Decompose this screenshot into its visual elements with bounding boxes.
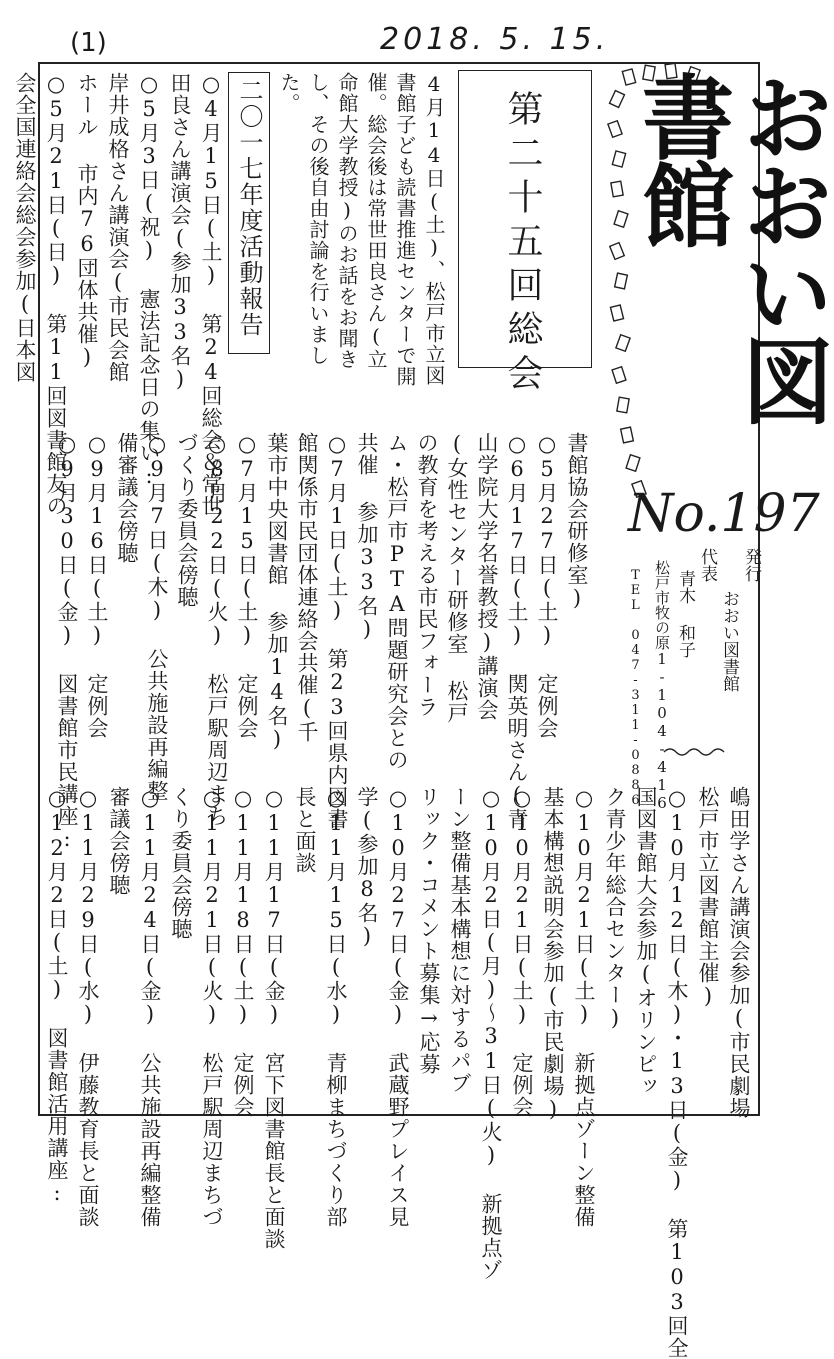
list-item: 書館協会研修室) bbox=[565, 432, 589, 611]
list-item: づくり委員会傍聴 bbox=[175, 432, 199, 608]
list-item: ○11月24日(金) 公共施設再編整備 bbox=[138, 786, 162, 1228]
list-item: ○9月7日(木) 公共施設再編整 bbox=[145, 432, 169, 802]
list-item: くり委員会傍聴 bbox=[169, 786, 193, 940]
list-item: 共催 参加33名) bbox=[355, 432, 379, 642]
list-item: ○11月18日(土) 定例会 bbox=[231, 786, 255, 1118]
telephone: TEL 047-311-0886 bbox=[628, 568, 643, 808]
list-item: (女性センター研修室 松戸 bbox=[445, 432, 469, 724]
list-item: ム・松戸市PTA問題研究会との bbox=[385, 432, 409, 771]
list-item: ○10月27日(金) 武蔵野プレイス見 bbox=[386, 786, 410, 1228]
intro-text: 4月14日(土)、松戸市立図書館子ども読書推進センターで開催。総会後は常世田良さん(立命館大学教授)のお話をお聞きし、その後自由討論を行いました。 bbox=[277, 72, 446, 387]
bottom-list bbox=[40, 786, 754, 1359]
list-item: 松戸市立図書館主催) bbox=[696, 786, 720, 1009]
list-item: ○7月15日(土) 定例会 bbox=[235, 432, 259, 739]
list-item: の教育を考える市民フォーラ bbox=[415, 432, 439, 718]
list-item: ーン整備基本構想に対するパブ bbox=[448, 786, 472, 1094]
issue-date: 2018. 5. 15. bbox=[380, 22, 610, 57]
list-item: ○5月27日(土) 定例会 bbox=[535, 432, 559, 739]
list-item: 国図書館大会参加(オリンピッ bbox=[634, 786, 658, 1097]
list-item: ○10月12日(木)・13日(金) 第103回全 bbox=[665, 786, 689, 1359]
list-item: ○11月21日(火) 松戸駅周辺まちづ bbox=[200, 786, 224, 1228]
list-item: ○7月1日(土) 第23回県内図書 bbox=[325, 432, 349, 830]
list-item: ○10月2日(月)〜31日(火) 新拠点ゾ bbox=[479, 786, 503, 1281]
publisher-name: おおい図書館 bbox=[719, 590, 739, 692]
page-number: (1) bbox=[70, 28, 107, 58]
list-item: ○10月21日(土) 新拠点ゾーン整備 bbox=[572, 786, 596, 1228]
list-item: ○5月21日(日) 第11回図書館友の bbox=[44, 72, 68, 517]
list-item: 葉市中央図書館 参加14名) bbox=[265, 432, 289, 752]
representative-name: 青木 和子 bbox=[675, 570, 695, 658]
list-item: ○8月22日(火) 松戸駅周辺まち bbox=[205, 432, 229, 827]
list-item: 田良さん講演会(参加33名) bbox=[168, 72, 192, 392]
list-item: ○5月3日(祝) 憲法記念日の集い: bbox=[137, 72, 161, 489]
list-item: ○9月16日(土) 定例会 bbox=[85, 432, 109, 739]
list-item: 長と面談 bbox=[293, 786, 317, 874]
list-item: ○11月29日(水) 伊藤教育長と面談 bbox=[76, 786, 100, 1228]
list-item: 基本構想説明会参加(市民劇場) bbox=[541, 786, 565, 1122]
section-title: 二〇一七年度活動報告 bbox=[235, 78, 263, 338]
list-item: 山学院大学名誉教授)講演会 bbox=[475, 432, 499, 721]
list-item: 岸井成格さん講演会(市民会館 bbox=[106, 72, 130, 383]
list-item: リック・コメント募集→応募 bbox=[417, 786, 441, 1075]
list-item: 会全国連絡会総会参加(日本図 bbox=[13, 72, 37, 383]
publisher-label: 発行 bbox=[741, 548, 761, 582]
headline: 第二十五回総会 bbox=[502, 90, 543, 398]
list-item: ○4月15日(土) 第24回総会＆常世 bbox=[199, 72, 223, 517]
list-item: ク青少年総合センター) bbox=[603, 786, 627, 1031]
list-item: 嶋田学さん講演会参加(市民劇場 bbox=[727, 786, 751, 1119]
list-item: ○11月17日(金) 宮下図書館長と面談 bbox=[262, 786, 286, 1250]
list-item: 審議会傍聴 bbox=[107, 786, 131, 896]
list-item: ホール 市内76団体共催) bbox=[75, 72, 99, 370]
representative-label: 代表 bbox=[697, 548, 717, 582]
list-item: 館関係市民団体連絡会共催(千 bbox=[295, 432, 319, 743]
masthead-title: おおい図書館 bbox=[627, 70, 834, 422]
list-item: ○6月17日(土) 関英明さん(青 bbox=[505, 432, 529, 830]
list-item: ○12月2日(土) 図書館活用講座: bbox=[45, 786, 69, 1206]
list-item: 備審議会傍聴 bbox=[115, 432, 139, 564]
address: 松戸市牧の原1-104-416 bbox=[653, 560, 671, 812]
list-item: ○9月30日(金) 図書館市民講座: bbox=[55, 432, 79, 852]
issue-number: No.197 bbox=[628, 484, 820, 544]
list-item: ○10月21日(土) 定例会 bbox=[510, 786, 534, 1118]
list-item: ○11月15日(水) 青柳まちづくり部 bbox=[324, 786, 348, 1228]
list-item: 学(参加8名) bbox=[355, 786, 379, 949]
